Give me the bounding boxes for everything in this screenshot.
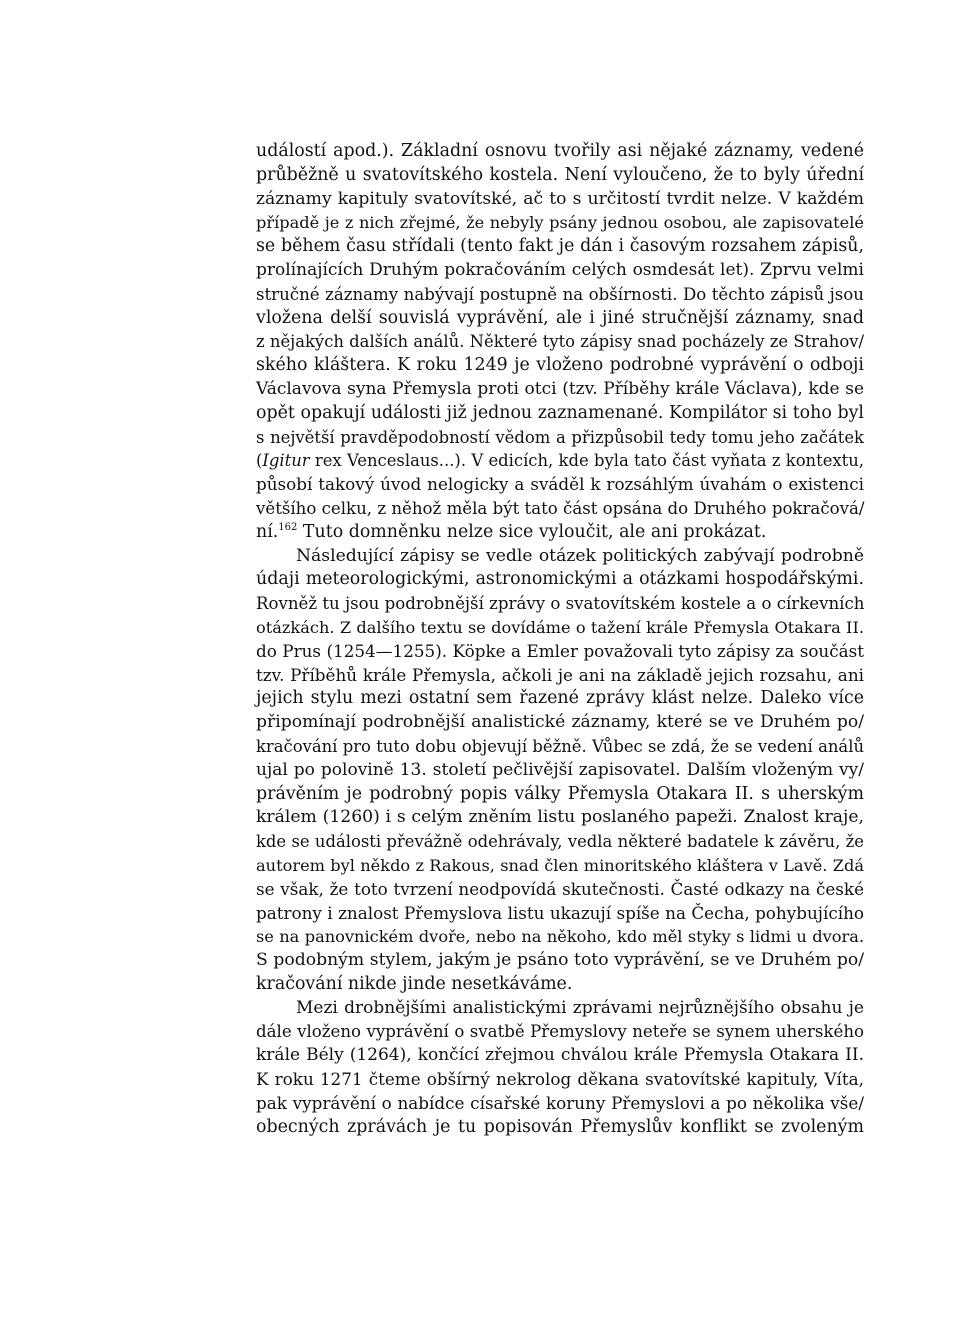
text-line: K roku 1271 čteme obšírný nekrolog děkana svatovítské kapituly, Víta, [256, 1069, 864, 1090]
text-line: ujal po polovině 13. století pečlivější zapisovatel. Dalším vloženým vy/ [256, 759, 864, 780]
text-line: událostí apod.). Základní osnovu tvořily asi nějaké záznamy, vedené [256, 141, 864, 161]
text-fragment: ní. [256, 521, 279, 542]
text-line: pak vyprávění o nabídce císařské koruny Přemyslovi a po několika vše/ [256, 1092, 864, 1113]
text-line: králem (1260) i s celým zněním listu poslaného papeži. Znalost kraje, [256, 807, 864, 828]
text-line: se na panovnickém dvoře, nebo na někoho, kdo měl styky s lidmi u dvora. [256, 927, 864, 947]
text-line: Mezi drobnějšími analistickými zprávami nejrůznějšího obsahu je [296, 997, 864, 1018]
text-line-footnote [256, 521, 864, 545]
italic-word: Igitur [262, 451, 310, 471]
text-line: záznamy kapituly svatovítské, ač to s určitostí tvrdit nelze. V každém [256, 188, 864, 209]
text-line: tzv. Příběhů krále Přemysla, ačkoli je ani na základě jejich rozsahu, ani [256, 664, 864, 685]
text-fragment: Tuto domněnku nelze sice vyloučit, ale ani prokázat. [297, 521, 767, 542]
text-line: kde se události převážně odehrávaly, vedla některé badatele k závěru, že [256, 832, 864, 852]
text-line: krále Bély (1264), končící zřejmou chválou krále Přemysla Otakara II. [256, 1045, 864, 1066]
text-line: prolínajících Druhým pokračováním celých osmdesát let). Zprvu velmi [256, 259, 864, 280]
text-line: případě je z nich zřejmé, že nebyly psány jednou osobou, ale zapisovatelé [256, 213, 864, 233]
text-line: jejich stylu mezi ostatní sem řazené zprávy klást nelze. Daleko více [256, 688, 864, 709]
paragraph-2 [256, 545, 864, 997]
text-line: se však, že toto tvrzení neodpovídá skutečnosti. Časté odkazy na české [256, 878, 864, 899]
text-line: většího celku, z něhož měla být tato část opsána do Druhého pokračová/ [256, 498, 865, 518]
text-line: z nějakých dalších análů. Některé tyto zápisy snad pocházely ze Strahov/ [256, 332, 864, 352]
text-line: se během času střídali (tento fakt je dán i časovým rozsahem zápisů, [256, 236, 864, 257]
text-line: dále vloženo vyprávění o svatbě Přemyslovy neteře se synem uherského [256, 1022, 864, 1042]
text-line: Následující zápisy se vedle otázek politických zabývají podrobně [296, 545, 864, 566]
text-line: obecných zprávách je tu popisován Přemyslův konflikt se zvoleným [256, 1116, 864, 1137]
document-page [256, 140, 864, 1139]
text-line: kračování nikde jinde nesetkáváme. [256, 973, 573, 994]
text-line: S podobným stylem, jakým je psáno toto vyprávění, se ve Druhém po/ [256, 950, 864, 971]
text-fragment: ( [256, 451, 263, 471]
text-line: stručné záznamy nabývají postupně na obšírnosti. Do těchto zápisů jsou [256, 284, 864, 304]
text-line: právěním je podrobný popis války Přemysla Otakara II. s uherským [256, 783, 864, 804]
text-line: do Prus (1254—1255). Köpke a Emler považovali tyto zápisy za součást [256, 640, 864, 661]
paragraph-1 [256, 140, 864, 545]
text-line: otázkách. Z dalšího textu se dovídáme o tažení krále Přemysla Otakara II. [256, 617, 864, 637]
text-line: autorem byl někdo z Rakous, snad člen minoritského kláštera v Lavě. Zdá [256, 855, 864, 875]
text-line: Václavova syna Přemysla proti otci (tzv. Příběhy krále Václava), kde se [256, 378, 864, 399]
text-line: s největší pravděpodobností vědom a přizpůsobil tedy tomu jeho začátek [256, 427, 864, 447]
text-line: průběžně u svatovítského kostela. Není vyloučeno, že to byly úřední [256, 164, 864, 185]
text-line: kračování pro tuto dobu objevují běžně. Vůbec se zdá, že se vedení análů [256, 736, 864, 756]
text-line: působí takový úvod nelogicky a sváděl k rozsáhlým úvahám o existenci [256, 474, 864, 495]
text-line: opět opakují události již jednou zaznamenané. Kompilátor si toho byl [256, 402, 864, 423]
footnote-reference: 162 [278, 521, 298, 533]
text-line: údaji meteorologickými, astronomickými a otázkami hospodářskými. [256, 569, 864, 590]
text-line: Rovněž tu jsou podrobnější zprávy o svatovítském kostele a o církevních [256, 594, 865, 614]
text-line-italic [256, 449, 864, 473]
paragraph-3 [256, 997, 864, 1140]
text-line: ského kláštera. K roku 1249 je vloženo podrobné vyprávění o odboji [256, 355, 864, 376]
text-line: připomínají podrobnější analistické záznamy, které se ve Druhém po/ [256, 712, 864, 733]
text-fragment: rex Venceslaus...). V edicích, kde byla tato část vyňata z kontextu, [309, 451, 864, 471]
text-line: patrony i znalost Přemyslova listu ukazují spíše na Čecha, pohybujícího [256, 902, 864, 923]
text-line: vložena delší souvislá vyprávění, ale i jiné stručnější záznamy, snad [256, 307, 864, 328]
